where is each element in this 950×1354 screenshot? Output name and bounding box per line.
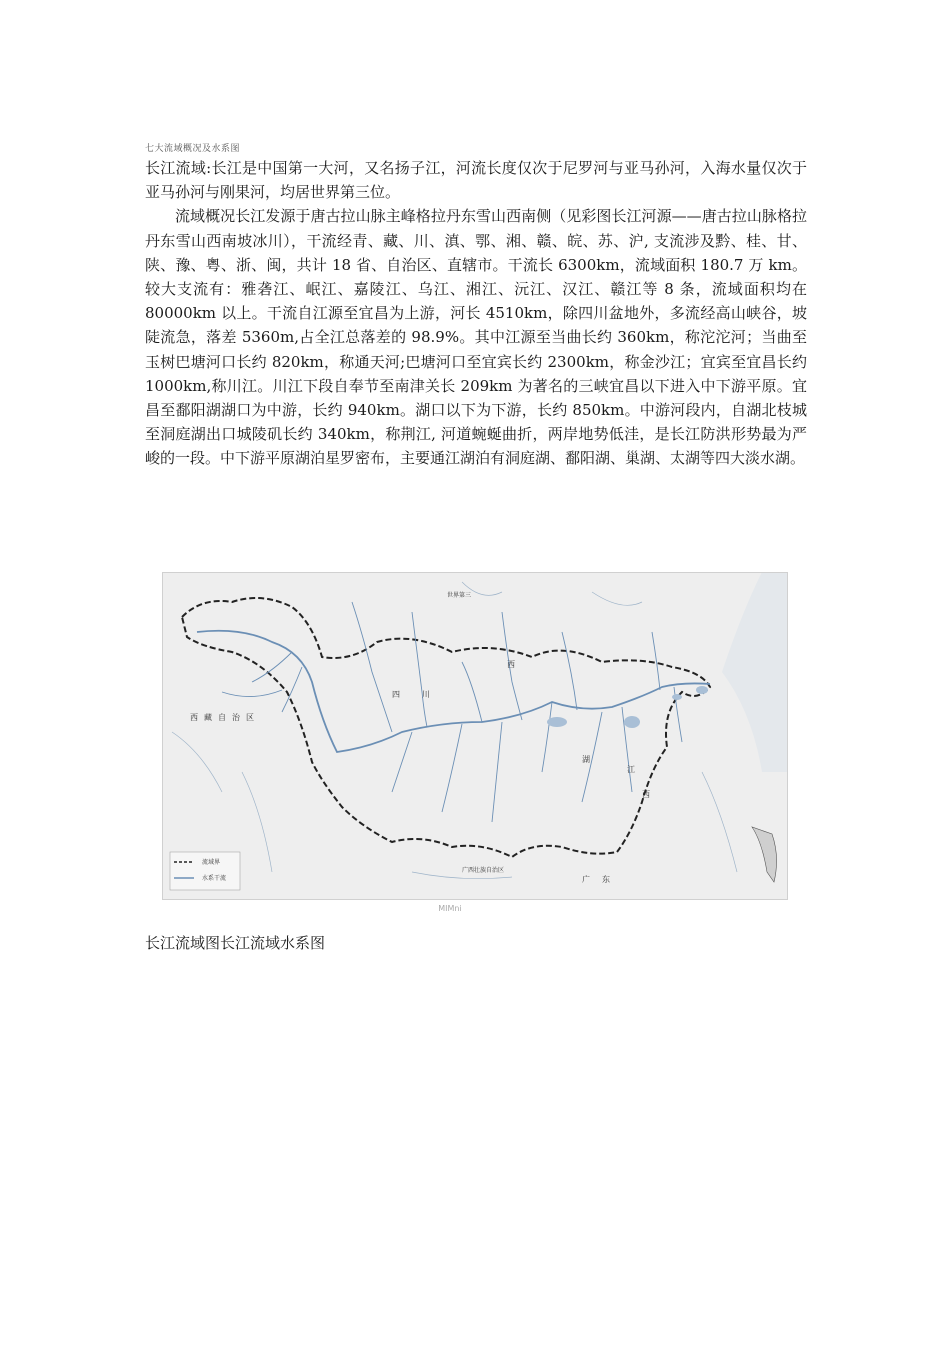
yangtze-basin-map [162, 572, 788, 900]
map-region-label: 四 [392, 690, 406, 699]
body-text [145, 156, 807, 471]
overview-paragraph: 流域概况长江发源于唐古拉山脉主峰格拉丹东雪山西南侧（见彩图长江河源——唐古拉山脉格拉丹东雪山西南坡冰川），干流经青、藏、川、滇、鄂、湘、赣、皖、苏、沪, 支流涉及黔、桂、甘、陕、豫、粤、浙、闽，共计 18 省、自治区、直辖市。干流长 6300km，流域面积 180.7 万 km。较大支流有：雅砻江、岷江、嘉陵江、乌江、湘江、沅江、汉江、赣江等 8 条，流域面积均在 80000km 以上。干流自江源至宜昌为上游，河长 4510km，除四川盆地外，多流经高山峡谷，坡陡流急，落差 5360m,占全江总落差的 98.9%。其中江源至当曲长约 360km，称沱沱河；当曲至玉树巴塘河口长约 820km，称通天河;巴塘河口至宜宾长约 2300km，称金沙江；宜宾至宜昌长约 1000km,称川江。川江下段自奉节至南津关长 209km 为著名的三峡宜昌以下进入中下游平原。宜昌至鄱阳湖湖口为中游，长约 940km。湖口以下为下游，长约 850km。中游河段内，自湖北枝城至洞庭湖出口城陵矶长约 340km，称荆江, 河道蜿蜒曲折，两岸地势低洼，是长江防洪形势最为严峻的一段。中下游平原湖泊星罗密布，主要通江湖泊有洞庭湖、鄱阳湖、巢湖、太湖等四大淡水湖。 [145, 207, 807, 468]
map-title-label: 世界第三 [447, 592, 472, 599]
lake-chao [672, 694, 682, 700]
legend-river-label: 水系干流 [202, 875, 227, 882]
map-frame [163, 573, 788, 900]
tributaries [222, 602, 682, 822]
island-shape [752, 827, 777, 882]
header-note: 七大流域概况及水系图 [145, 144, 241, 154]
sea-area [722, 572, 788, 772]
legend-boundary-label: 流域界 [202, 859, 221, 866]
map-region-label: 东 [602, 875, 616, 884]
intro-paragraph: 长江流域:长江是中国第一大河，又名扬子江，河流长度仅次于尼罗河与亚马孙河，入海水量仅次于亚马孙河与刚果河，均居世界第三位。 [145, 159, 807, 202]
main-river [197, 631, 710, 752]
map-region-label: 江 [627, 765, 641, 774]
map-left-label: 西藏自治区 [190, 713, 260, 722]
map-region-label: 广 [582, 875, 596, 884]
map-bottom-label: 广西壮族自治区 [462, 867, 505, 874]
map-region-label: 湖 [582, 755, 596, 764]
map-region-label: 西 [642, 790, 656, 799]
figure-caption: 长江流域图长江流域水系图 [145, 934, 326, 952]
map-svg [162, 572, 788, 900]
lake-poyang [624, 716, 640, 728]
watermark: MIMni [438, 904, 462, 913]
lake-dongting [547, 717, 567, 727]
map-region-label: 西 [507, 660, 521, 669]
map-region-label: 川 [422, 690, 436, 699]
minor-rivers [172, 582, 737, 879]
lake-tai [696, 686, 708, 694]
map-legend [170, 852, 240, 890]
